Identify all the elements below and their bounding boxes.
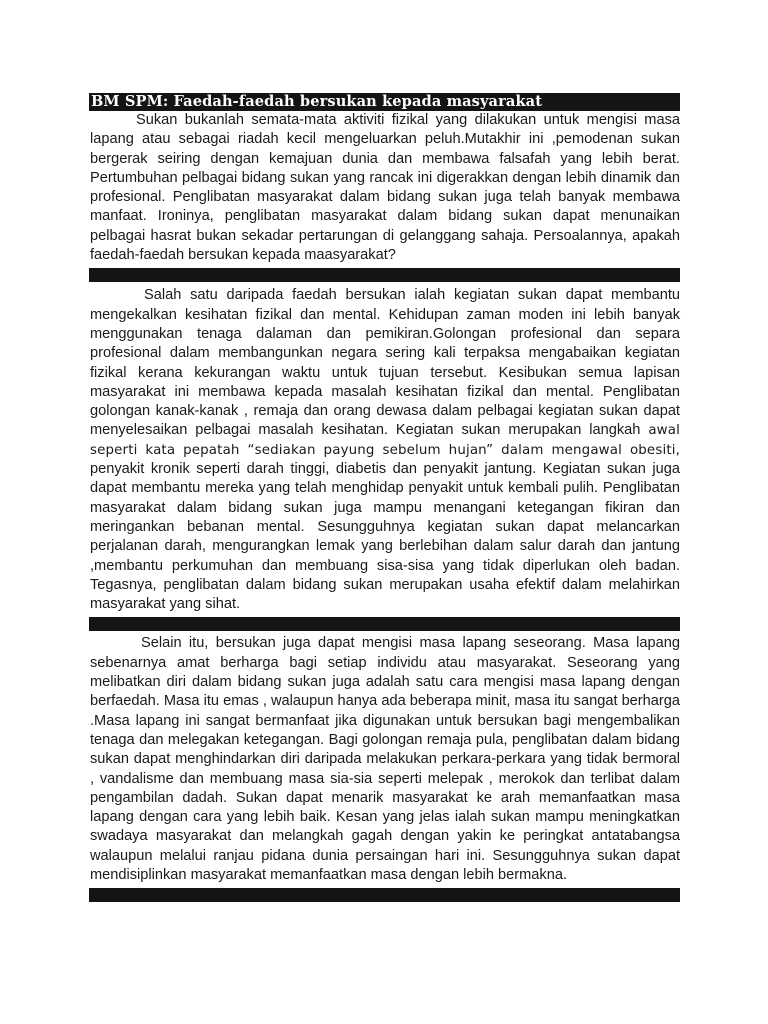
paragraph-text: penyakit kronik seperti darah tinggi, diabetis dan penyakit jantung. Kegiatan sukan juga dapat membantu mereka yang telah menghidap penyakit untuk kembali pulih. Penglibatan masyarakat dalam bidang sukan juga mampu menangani ketegangan fikiran dan meringankan bebanan mental. Sesungguhnya kegiatan sukan dapat melancarkan perjalanan darah, mengurangkan lemak yang berlebihan dalam salur darah dan jantung ,membantu perkumuhan dan membuang sisa-sisa yang tidak diperlukan oleh badan. Tegasnya, penglibatan dalam bidang sukan merupakan usaha efektif dalam melahirkan masyarakat yang sihat.: [90, 461, 680, 613]
paragraph-text: Sukan bukanlah semata-mata aktiviti fizikal yang dilakukan untuk mengisi masa lapang atau sebagai riadah kecil mengeluarkan peluh.Mutakhir ini ,pemodenan sukan bergerak seiring dengan kemajuan dunia dan membawa falsafah yang lebih berat. Pertumbuhan pelbagai bidang sukan yang rancak ini digerakkan dengan lebih dinamik dan profesional. Penglibatan masyarakat dalam bidang sukan juga telah banyak membawa manfaat. Ironinya, penglibatan masyarakat dalam bidang sukan dapat menunaikan pelbagai hasrat bukan sekadar pertarungan di gelanggang sahaja. Persoalannya, apakah faedah-faedah bersukan kepada maasyarakat?: [90, 112, 680, 264]
document-title: BM SPM: Faedah-faedah bersukan kepada masyarakat: [89, 93, 680, 111]
paragraph-text: Selain itu, bersukan juga dapat mengisi masa lapang seseorang. Masa lapang sebenarnya amat berharga bagi setiap individu atau masyarakat. Seseorang yang melibatkan diri dalam bidang sukan juga adalah satu cara mengisi masa lapang dengan berfaedah. Masa itu emas , walaupun hanya ada beberapa minit, masa itu sangat berharga .Masa lapang ini sangat bermanfaat jika digunakan untuk bersukan bagi mengembalikan tenaga dan melegakan ketegangan. Bagi golongan remaja pula, penglibatan dalam bidang sukan dapat menghindarkan diri daripada melakukan perkara-perkara yang tidak bermoral , vandalisme dan membuang masa sia-sia seperti melepak , merokok dan terlibat dalam pengambilan dadah. Sukan dapat menarik masyarakat ke arah memanfaatkan masa lapang dengan cara yang lebih baik. Kesan yang jelas ialah sukan mampu meningkatkan swadaya masyarakat dan melangkah gagah dengan yakin ke peringkat antatabangsa walaupun melalui ranjau pidana dunia persaingan hari ini. Sesungguhnya sukan dapat mendisiplinkan masyarakat memanfaatkan masa dengan lebih bermakna.: [90, 635, 680, 883]
paragraph-introduction: [89, 111, 680, 265]
proverb-line: awal seperti kata pepatah “sediakan payung sebelum hujan” dalam mengawal obesiti,: [90, 423, 680, 458]
section-divider: [89, 888, 680, 902]
document-page: [89, 93, 680, 902]
paragraph-text: Salah satu daripada faedah bersukan ialah kegiatan sukan dapat membantu mengekalkan kesihatan fizikal dan mental. Kehidupan zaman moden ini lebih banyak menggunakan tenaga dalaman dan pemikiran.Golongan profesional dan separa profesional dalam membangunkan negara sering kali terpaksa mengabaikan kegiatan fizikal kerana kekurangan waktu untuk tujuan tersebut. Kesibukan semua lapisan masyarakat ini membawa kepada masalah kesihatan fizikal dan mental. Penglibatan golongan kanak-kanak , remaja dan orang dewasa dalam pelbagai kegiatan sukan dapat menyelesaikan pelbagai masalah kesihatan. Kegiatan sukan merupakan langkah: [90, 287, 680, 439]
paragraph-health-benefits: [89, 286, 680, 614]
section-divider: [89, 268, 680, 282]
section-divider: [89, 617, 680, 631]
paragraph-leisure-time: [89, 634, 680, 885]
